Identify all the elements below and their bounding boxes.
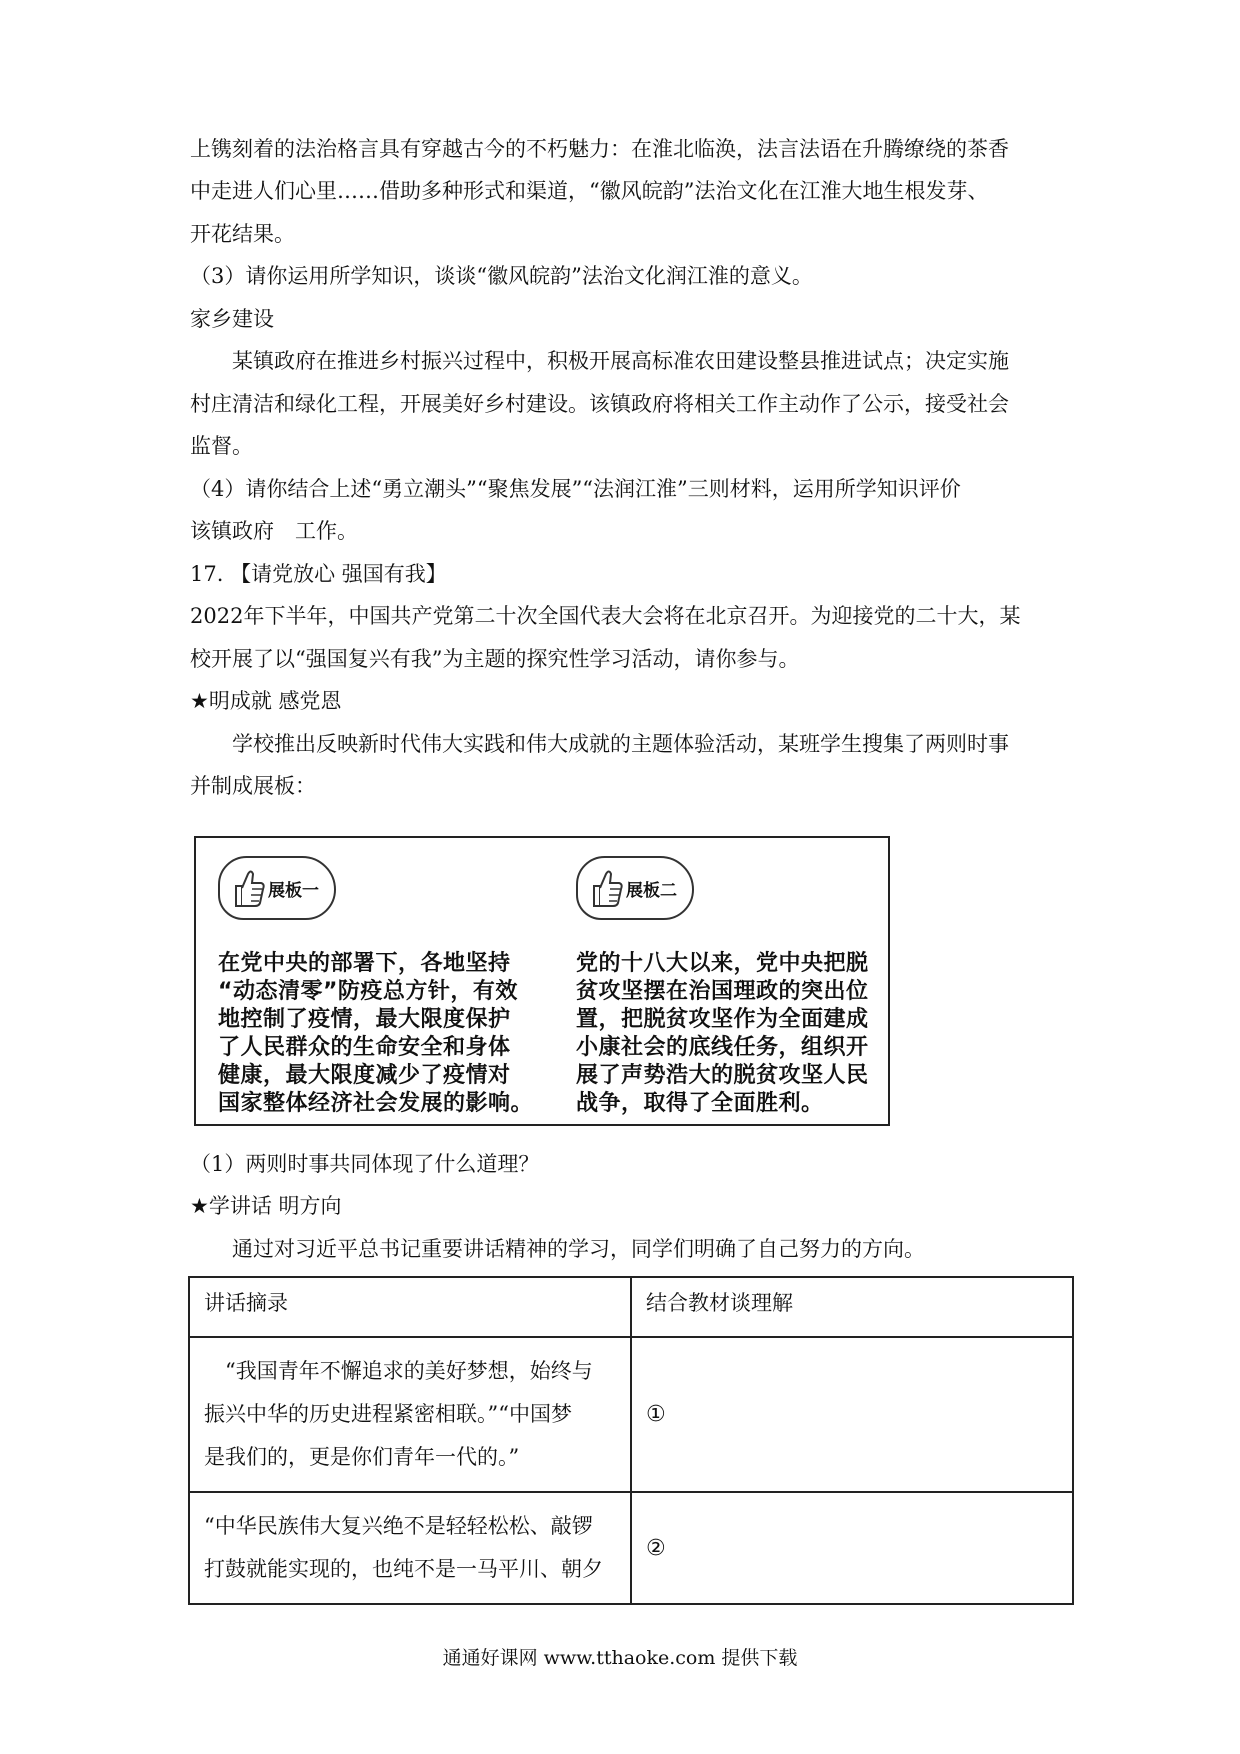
- question-4: （4）请你结合上述“勇立潮头”“聚焦发展”“法润江淮”三则材料，运用所学知识评价: [190, 477, 961, 501]
- table-header-cell: [189, 1277, 631, 1337]
- body-line-7: 村庄清洁和绿化工程，开展美好乡村建设。该镇政府将相关工作主动作了公示，接受社会: [190, 392, 1009, 416]
- page-footer: 通通好课网 www.tthaoke.com 提供下载: [442, 1647, 798, 1669]
- board-panel-1: [218, 856, 548, 1118]
- header-understanding: 结合教材谈理解: [646, 1291, 793, 1315]
- speech-table: [188, 1276, 1074, 1605]
- question-1: （1）两则时事共同体现了什么道理？: [190, 1152, 540, 1176]
- table-header-row: [189, 1277, 1073, 1337]
- body-line-8: 监督。: [190, 434, 253, 458]
- table-cell-quote: [189, 1337, 631, 1492]
- table-row: [189, 1337, 1073, 1492]
- panel-1-label: 展板一: [268, 881, 319, 901]
- table-cell-quote: [189, 1492, 631, 1604]
- table-header-cell: [631, 1277, 1073, 1337]
- panel-2-text: 党的十八大以来，党中央把脱 贫攻坚摆在治国理政的突出位 置，把脱贫攻坚作为全面建成 小康社会的底线任务，组织开 展了声势浩大的脱贫攻坚人民 战争，取得了全面胜利。: [576, 951, 869, 1116]
- display-board: [194, 836, 890, 1126]
- table-row: [189, 1492, 1073, 1604]
- body-line-10: 该镇政府 工作。: [190, 519, 358, 543]
- table-cell-answer[interactable]: [631, 1337, 1073, 1492]
- body-line-6: 某镇政府在推进乡村振兴过程中，积极开展高标准农田建设整县推进试点；决定实施: [232, 349, 1009, 373]
- body-line-speeches: 通过对习近平总书记重要讲话精神的学习，同学们明确了自己努力的方向。: [232, 1237, 925, 1261]
- answer-mark-1: ①: [646, 1402, 666, 1427]
- section-heading-achievements: ★明成就 感党恩: [190, 689, 342, 713]
- body-line-16: 并制成展板：: [190, 774, 316, 798]
- body-line-2: 中走进人们心里……借助多种形式和渠道，“徽风皖韵”法治文化在江淮大地生根发芽、: [190, 179, 989, 203]
- body-line-1: 上镌刻着的法治格言具有穿越古今的不朽魅力：在淮北临涣，法言法语在升腾缭绕的茶香: [190, 137, 1009, 161]
- thumbs-up-icon: [586, 866, 626, 910]
- quote-2: “中华民族伟大复兴绝不是轻轻松松、敲锣 打鼓就能实现的，也纯不是一马平川、朝夕: [204, 1514, 603, 1581]
- board-panel-2: [576, 856, 906, 1118]
- table-cell-answer[interactable]: [631, 1492, 1073, 1604]
- body-line-3: 开花结果。: [190, 222, 295, 246]
- panel-2-label: 展板二: [626, 881, 677, 901]
- question-3: （3）请你运用所学知识，谈谈“徽风皖韵”法治文化润江淮的意义。: [190, 264, 813, 288]
- panel-2-badge: [576, 856, 694, 920]
- panel-1-badge: [218, 856, 336, 920]
- body-line-13: 校开展了以“强国复兴有我”为主题的探究性学习活动，请你参与。: [190, 647, 800, 671]
- body-line-12: 2022年下半年，中国共产党第二十次全国代表大会将在北京召开。为迎接党的二十大，某: [190, 604, 1021, 628]
- header-quote: 讲话摘录: [204, 1291, 288, 1315]
- thumbs-up-icon: [228, 866, 268, 910]
- body-line-15: 学校推出反映新时代伟大实践和伟大成就的主题体验活动，某班学生搜集了两则时事: [232, 732, 1009, 756]
- section-heading-hometown: 家乡建设: [190, 307, 274, 331]
- answer-mark-2: ②: [646, 1535, 666, 1561]
- section-heading-speeches: ★学讲话 明方向: [190, 1194, 342, 1218]
- quote-1: “我国青年不懈追求的美好梦想，始终与 振兴中华的历史进程紧密相联。”“中国梦 是我们的，更是你们青年一代的。”: [204, 1359, 593, 1469]
- question-17-title: 17. 【请党放心 强国有我】: [190, 562, 447, 586]
- panel-1-text: 在党中央的部署下，各地坚持 “动态清零”防疫总方针，有效 地控制了疫情，最大限度保护 了人民群众的生命安全和身体 健康，最大限度减少了疫情对 国家整体经济社会发展的影响。: [218, 951, 534, 1116]
